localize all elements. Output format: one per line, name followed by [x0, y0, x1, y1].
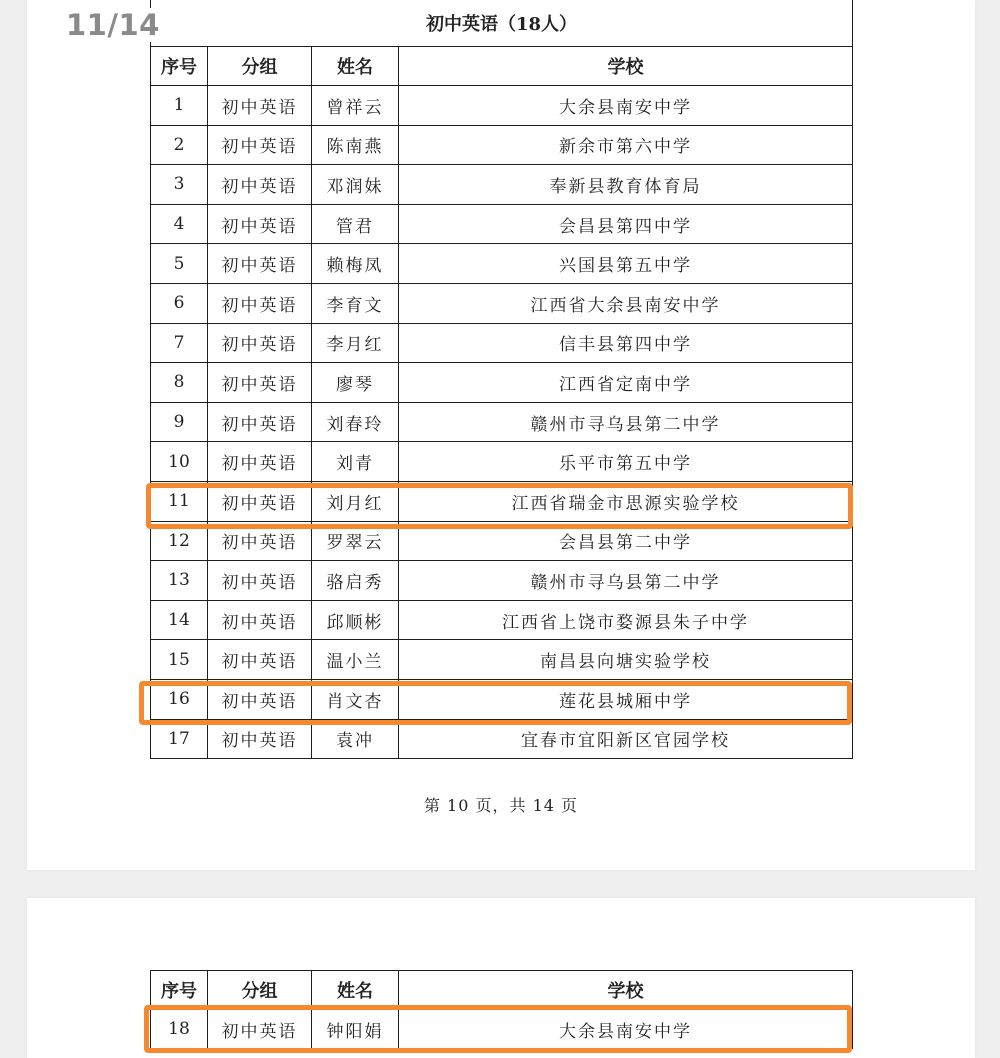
cell-name: 邱顺彬 — [312, 600, 399, 640]
cell-school: 江西省大余县南安中学 — [399, 283, 853, 323]
cell-group: 初中英语 — [208, 323, 312, 363]
col-header-group: 分组 — [208, 971, 312, 1010]
cell-name: 温小兰 — [312, 640, 399, 680]
col-header-no: 序号 — [151, 971, 208, 1010]
cell-no: 17 — [151, 719, 208, 759]
cell-school: 会昌县第四中学 — [399, 204, 853, 244]
cell-no: 8 — [151, 363, 208, 403]
table-row — [151, 442, 853, 482]
cell-no: 16 — [151, 679, 208, 719]
table-caption: 初中英语（18人） — [151, 0, 853, 47]
table-row — [151, 125, 853, 165]
cell-group: 初中英语 — [208, 402, 312, 442]
table-header-row — [151, 971, 853, 1010]
cell-group: 初中英语 — [208, 561, 312, 601]
cell-group: 初中英语 — [208, 679, 312, 719]
cell-name: 曾祥云 — [312, 86, 399, 126]
table-row — [151, 323, 853, 363]
table-row — [151, 600, 853, 640]
cell-no: 7 — [151, 323, 208, 363]
cell-name: 李育文 — [312, 283, 399, 323]
cell-name: 刘春玲 — [312, 402, 399, 442]
table-header-row — [151, 47, 853, 86]
cell-group: 初中英语 — [208, 481, 312, 521]
cell-group: 初中英语 — [208, 86, 312, 126]
table-row — [151, 165, 853, 205]
cell-school: 江西省上饶市婺源县朱子中学 — [399, 600, 853, 640]
cell-name: 邓润妹 — [312, 165, 399, 205]
page-footer: 第 10 页，共 14 页 — [423, 796, 579, 815]
cell-group: 初中英语 — [208, 600, 312, 640]
cell-name: 陈南燕 — [312, 125, 399, 165]
cell-group: 初中英语 — [208, 442, 312, 482]
table-row — [151, 521, 853, 561]
cell-no: 12 — [151, 521, 208, 561]
cell-group: 初中英语 — [208, 244, 312, 284]
cell-no: 9 — [151, 402, 208, 442]
cell-no: 2 — [151, 125, 208, 165]
cell-name: 肖文杏 — [312, 679, 399, 719]
cell-school: 会昌县第二中学 — [399, 521, 853, 561]
col-header-name: 姓名 — [312, 47, 399, 86]
roster-table-continued — [150, 970, 853, 1049]
cell-name: 骆启秀 — [312, 561, 399, 601]
cell-name: 刘月红 — [312, 481, 399, 521]
cell-school: 奉新县教育体育局 — [399, 165, 853, 205]
cell-school: 江西省定南中学 — [399, 363, 853, 403]
cell-name: 袁冲 — [312, 719, 399, 759]
cell-school: 江西省瑞金市思源实验学校 — [399, 481, 853, 521]
cell-school: 大余县南安中学 — [399, 86, 853, 126]
cell-school: 莲花县城厢中学 — [399, 679, 853, 719]
cell-group: 初中英语 — [208, 719, 312, 759]
cell-name: 罗翠云 — [312, 521, 399, 561]
table-row — [151, 244, 853, 284]
cell-group: 初中英语 — [208, 204, 312, 244]
table-row — [151, 204, 853, 244]
cell-school: 宜春市宜阳新区官园学校 — [399, 719, 853, 759]
table-row — [151, 283, 853, 323]
cell-name: 赖梅凤 — [312, 244, 399, 284]
cell-no: 14 — [151, 600, 208, 640]
table-row — [151, 561, 853, 601]
table-row — [151, 86, 853, 126]
col-header-group: 分组 — [208, 47, 312, 86]
cell-school: 兴国县第五中学 — [399, 244, 853, 284]
table-row — [151, 679, 853, 719]
table-row — [151, 363, 853, 403]
cell-no: 18 — [151, 1010, 208, 1049]
cell-no: 15 — [151, 640, 208, 680]
cell-name: 管君 — [312, 204, 399, 244]
cell-name: 刘青 — [312, 442, 399, 482]
roster-table — [150, 0, 853, 759]
cell-school: 南昌县向塘实验学校 — [399, 640, 853, 680]
cell-no: 5 — [151, 244, 208, 284]
cell-no: 3 — [151, 165, 208, 205]
col-header-no: 序号 — [151, 47, 208, 86]
col-header-name: 姓名 — [312, 971, 399, 1010]
table-row — [151, 719, 853, 759]
cell-name: 李月红 — [312, 323, 399, 363]
cell-school: 赣州市寻乌县第二中学 — [399, 402, 853, 442]
table-row — [151, 402, 853, 442]
page-indicator: 11/14 — [66, 8, 166, 42]
cell-group: 初中英语 — [208, 1010, 312, 1049]
cell-no: 1 — [151, 86, 208, 126]
col-header-school: 学校 — [399, 971, 853, 1010]
table-row — [151, 1010, 853, 1049]
cell-group: 初中英语 — [208, 363, 312, 403]
cell-group: 初中英语 — [208, 165, 312, 205]
cell-no: 13 — [151, 561, 208, 601]
cell-school: 赣州市寻乌县第二中学 — [399, 561, 853, 601]
cell-group: 初中英语 — [208, 521, 312, 561]
cell-group: 初中英语 — [208, 125, 312, 165]
cell-no: 4 — [151, 204, 208, 244]
cell-school: 新余市第六中学 — [399, 125, 853, 165]
cell-school: 乐平市第五中学 — [399, 442, 853, 482]
table-caption-row — [151, 0, 853, 47]
cell-no: 11 — [151, 481, 208, 521]
cell-school: 大余县南安中学 — [399, 1010, 853, 1049]
cell-no: 6 — [151, 283, 208, 323]
cell-school: 信丰县第四中学 — [399, 323, 853, 363]
cell-no: 10 — [151, 442, 208, 482]
cell-name: 钟阳娟 — [312, 1010, 399, 1049]
table-row — [151, 481, 853, 521]
cell-group: 初中英语 — [208, 640, 312, 680]
cell-name: 廖琴 — [312, 363, 399, 403]
col-header-school: 学校 — [399, 47, 853, 86]
cell-group: 初中英语 — [208, 283, 312, 323]
table-row — [151, 640, 853, 680]
